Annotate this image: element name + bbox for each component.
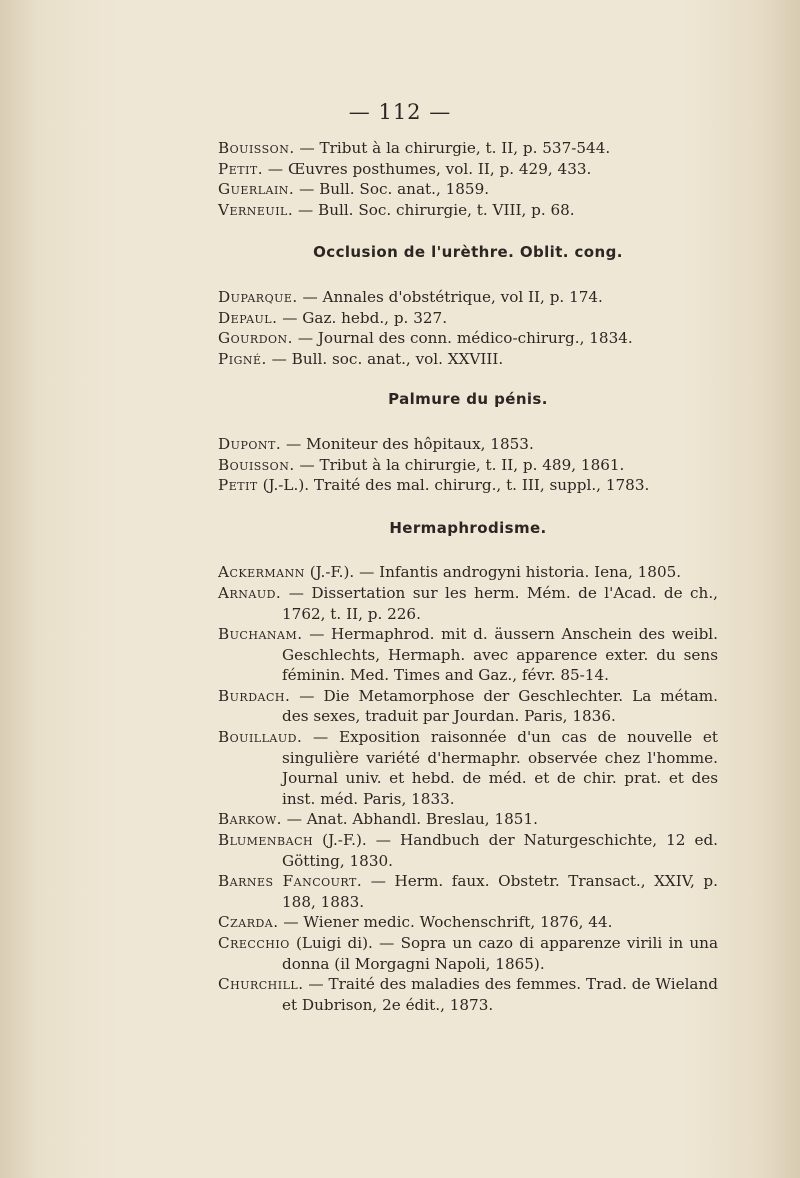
entry-reference: (J.-F.). — Handbuch der Naturgeschichte, 12 ed. Götting, 1830. (282, 831, 718, 870)
entry-author: Burdach. (218, 686, 291, 705)
entry-reference: — Gaz. hebd., p. 327. (277, 308, 448, 327)
entry-reference: — Wiener medic. Wochenschrift, 1876, 44. (278, 913, 613, 932)
bibliography-list (218, 138, 718, 1015)
entry-author: Churchill. (218, 975, 304, 994)
entry-author: Dupont. (218, 434, 282, 453)
entry-author: Depaul. (218, 308, 278, 327)
bibliography-entry (218, 328, 718, 349)
entry-reference: — Traité des maladies des femmes. Trad. de Wieland et Dubrison, 2e édit., 1873. (282, 975, 718, 1014)
entry-author: Gourdon. (218, 329, 293, 348)
entry-reference: — Moniteur des hôpitaux, 1853. (281, 434, 534, 453)
entry-author: Ackermann (218, 563, 305, 582)
bibliography-entry (218, 624, 718, 686)
section-heading: Occlusion de l'urèthre. Oblit. cong. (313, 243, 623, 262)
section-heading: Palmure du pénis. (388, 390, 548, 409)
entry-author: Guerlain. (218, 180, 295, 199)
entry-author: Blumenbach (218, 831, 314, 850)
bibliography-entry (218, 200, 718, 221)
bibliography-section (218, 138, 718, 220)
entry-reference: — Anat. Abhandl. Breslau, 1851. (281, 810, 538, 829)
bibliography-entry (218, 686, 718, 727)
entry-author: Czarda. (218, 913, 279, 932)
entry-reference: — Œuvres posthumes, vol. II, p. 429, 433. (263, 159, 592, 178)
bibliography-entry (218, 912, 718, 933)
bibliography-entry (218, 138, 718, 159)
bibliography-entry (218, 583, 718, 624)
bibliography-entry (218, 809, 718, 830)
entry-reference: — Journal des conn. médico-chirurg., 1834. (293, 329, 633, 348)
entry-reference: — Bull. Soc. anat., 1859. (294, 180, 490, 199)
entry-author: Bouisson. (218, 455, 295, 474)
entry-author: Petit. (218, 159, 264, 178)
entry-author: Petit (218, 476, 258, 495)
entry-reference: — Annales d'obstétrique, vol II, p. 174. (297, 287, 603, 306)
bibliography-entry (218, 871, 718, 912)
page-number: — 112 — (348, 100, 452, 124)
section-heading: Hermaphrodisme. (389, 518, 547, 537)
entry-author: Verneuil. (218, 200, 294, 219)
bibliography-entry (218, 308, 718, 329)
bibliography-entry (218, 830, 718, 871)
entry-author: Barnes Fancourt. (218, 872, 363, 891)
entry-reference: — Hermaphrod. mit d. äussern Anschein des weibl. Geschlechts, Hermaph. avec apparence exter. du sens féminin. Med. Times and Gaz., févr. 85-14. (282, 625, 718, 685)
bibliography-section (218, 242, 718, 369)
entry-reference: — Herm. faux. Obstetr. Transact., XXIV, p. 188, 1883. (282, 872, 718, 911)
entry-reference: — Dissertation sur les herm. Mém. de l'Acad. de ch., 1762, t. II, p. 226. (281, 583, 718, 623)
bibliography-entry (218, 455, 718, 476)
entry-reference: — Bull. Soc. chirurgie, t. VIII, p. 68. (293, 200, 575, 219)
bibliography-entry (218, 179, 718, 200)
entry-reference: — Bull. soc. anat., vol. XXVIII. (266, 349, 504, 368)
bibliography-section (218, 389, 718, 495)
bibliography-section (218, 518, 718, 1016)
entry-reference: — Die Metamorphose der Geschlechter. La métam. des sexes, traduit par Jourdan. Paris, 1836. (282, 686, 718, 726)
bibliography-entry (218, 475, 718, 496)
bibliography-entry (218, 933, 718, 974)
entry-author: Pigné. (218, 349, 267, 368)
entry-reference: — Tribut à la chirurgie, t. II, p. 489, 1861. (294, 455, 625, 474)
entry-reference: (J.-F.). — Infantis androgyni historia. Iena, 1805. (304, 563, 682, 582)
bibliography-entry (218, 562, 718, 583)
entry-reference: (J.-L.). Traité des mal. chirurg., t. III, suppl., 1783. (257, 476, 650, 495)
entry-author: Arnaud. (218, 583, 282, 602)
bibliography-entry (218, 159, 718, 180)
entry-author: Crecchio (218, 934, 290, 952)
entry-author: Duparque. (218, 287, 298, 306)
bibliography-entry (218, 974, 718, 1015)
bibliography-entry (218, 287, 718, 308)
entry-author: Barkow. (218, 810, 282, 829)
bibliography-entry (218, 727, 718, 809)
entry-author: Bouisson. (218, 139, 295, 157)
entry-author: Buchanam. (218, 625, 303, 644)
entry-reference: — Tribut à la chirurgie, t. II, p. 537-544. (294, 139, 611, 157)
bibliography-entry (218, 434, 718, 455)
bibliography-entry (218, 349, 718, 370)
entry-reference: — Exposition raisonnée d'un cas de nouvelle et singulière variété d'hermaphr. observée chez l'homme. Journal univ. et hebd. de méd. et de chir. prat. et des inst. méd. Paris, 1833. (282, 728, 718, 808)
entry-reference: (Luigi di). — Sopra un cazo di apparenze virili in una donna (il Morgagni Napoli, 1865). (282, 934, 718, 973)
entry-author: Bouillaud. (218, 728, 303, 747)
